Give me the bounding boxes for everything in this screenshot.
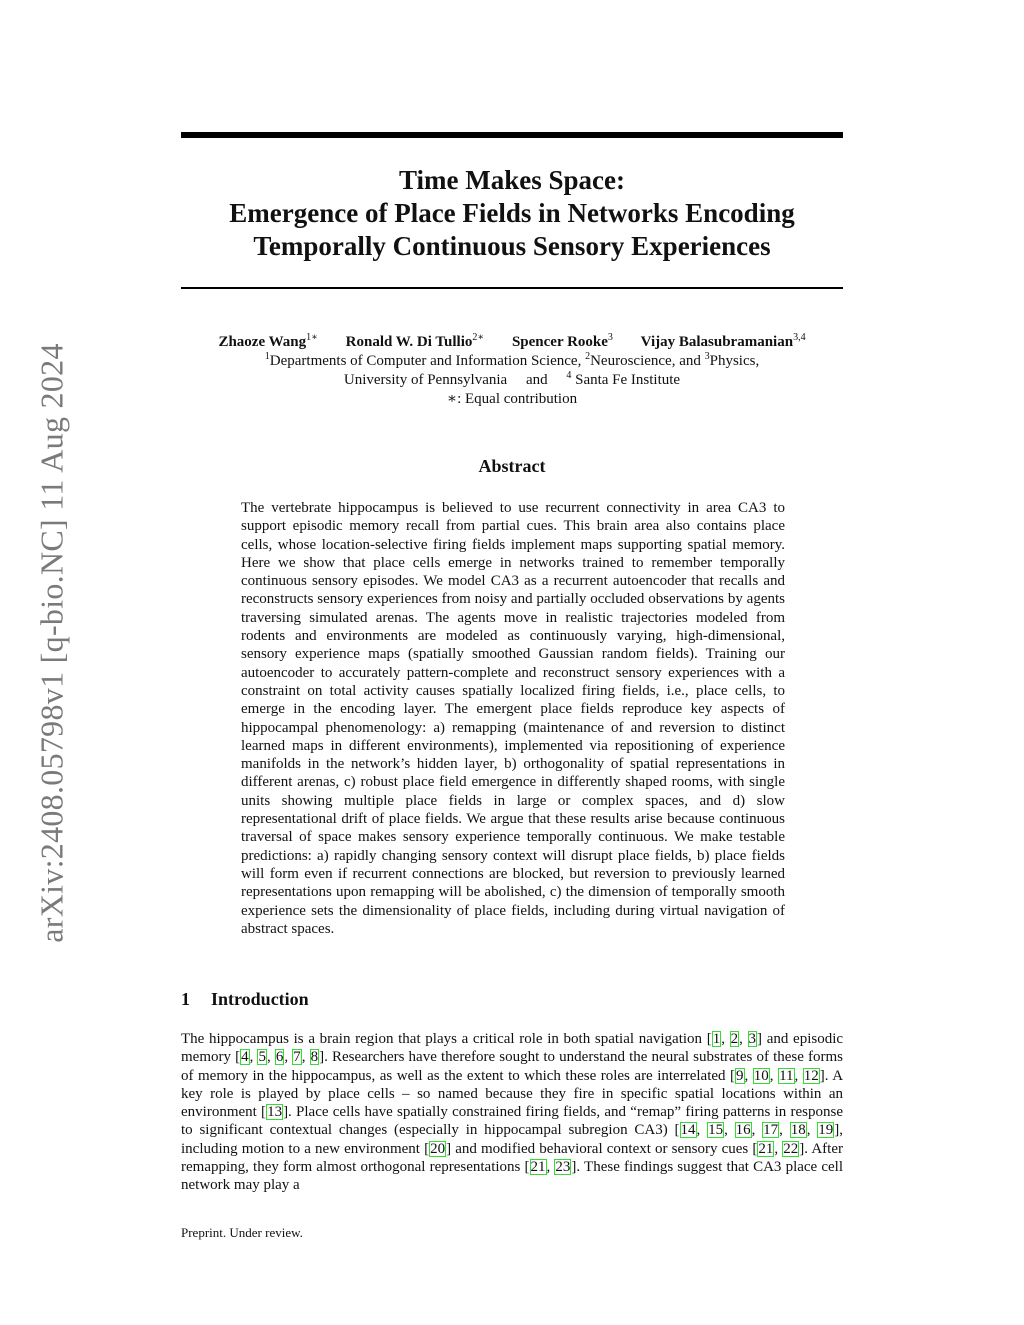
citation-link[interactable]: 16 — [735, 1122, 751, 1139]
citation-link[interactable]: 18 — [790, 1122, 806, 1139]
title-line-3: Temporally Continuous Sensory Experiences — [253, 231, 771, 261]
citation-link[interactable]: 13 — [267, 1104, 283, 1121]
citation-link[interactable]: 2 — [730, 1031, 739, 1047]
title-bottom-rule — [181, 287, 843, 289]
citation-link[interactable]: 21 — [530, 1159, 546, 1176]
citation-link[interactable]: 17 — [763, 1122, 779, 1139]
citation-link[interactable]: 7 — [293, 1049, 301, 1066]
citation-link[interactable]: 9 — [736, 1067, 744, 1084]
title-line-2: Emergence of Place Fields in Networks Encoding — [229, 198, 795, 228]
author: Zhaoze Wang$^{1∗}$ — [218, 332, 318, 350]
intro-paragraph: The hippocampus is a brain region that plays a critical role in both spatial navigation [1, 2, 3] and episodic memory [4, 5, 6, 7, 8]. Researchers have therefore sought to understand the neural substrates of these forms of memory in the hippocampus, as well as the extent to which these roles are interrelated [9, 10, 11, 12]. A key role is played by place cells – so named because they fire in specific spatial locations within an environment [13]. Place cells have spatially constrained firing fields, and “remap” firing patterns in response to significant contextual changes (especially in hippocampal subregion CA3) [14, 15, 16, 17, 18, 19], including motion to a new environment [20] and modified behavioral context or sensory cues [21, 22]. After remapping, they form almost orthogonal representations [21, 23]. These findings suggest that CA3 place cell network may play a — [181, 1031, 844, 1194]
citation-link[interactable]: 19 — [818, 1122, 834, 1139]
title-top-rule — [181, 132, 843, 138]
citation-link[interactable]: 21 — [758, 1140, 774, 1157]
citation-link[interactable]: 5 — [258, 1049, 266, 1066]
section-title: Introduction — [211, 989, 309, 1009]
citation-link[interactable]: 22 — [783, 1140, 799, 1157]
citation-link[interactable]: 20 — [430, 1140, 446, 1157]
author: Vijay Balasubramanian$^{3,4}$ — [640, 332, 806, 350]
paper-title — [181, 164, 843, 263]
citation-link[interactable]: 15 — [708, 1122, 724, 1139]
citation-link[interactable]: 23 — [555, 1159, 571, 1176]
section-number: 1 — [181, 989, 190, 1009]
abstract-text: The vertebrate hippocampus is believed to use recurrent connectivity in area CA3 to support episodic memory recall from partial cues. This brain area also contains place cells, whose location-selective firing fields implement maps supporting spatial memory. Here we show that place cells emerge in networks trained to remember temporally continuous sensory episodes. We model CA3 as a recurrent autoencoder that recalls and reconstructs sensory experiences from noisy and partially occluded observations by agents traversing simulated arenas. The agents move in realistic trajectories modeled from rodents and environments are modeled as continuously varying, high-dimensional, sensory experience maps (spatially smoothed Gaussian random fields). Training our autoencoder to accurately pattern-complete and reconstruct sensory experiences with a constraint on total activity causes spatially localized firing fields, i.e., place cells, to emerge in the encoding layer. The emergent place fields reproduce key aspects of hippocampal phenomenology: a) remapping (maintenance of and reversion to distinct learned maps in different environments), implemented via repositioning of experience manifolds in the network’s hidden layer, b) orthogonality of spatial representations in different arenas, c) robust place field emergence in differently shaped rooms, with single units showing multiple place fields in large or complex spaces, and d) slow representational drift of place fields. We argue that these results arise because continuous traversal of space makes sensory experience temporally continuous. We make testable predictions: a) rapidly changing sensory context will disrupt place fields, b) place fields will form even if recurrent connections are blocked, but reversion to previously learned representations upon remapping will be abolished, c) the dimension of temporally smooth experience sets the dimensionality of place fields, including during virtual navigation of abstract spaces. — [241, 500, 785, 937]
affiliation-line-2: University of Pennsylvania and $^4$ Santa Fe Institute — [343, 370, 681, 388]
arxiv-identifier: arXiv:2408.05798v1 [q-bio.NC] 11 Aug 2024 — [33, 343, 70, 943]
section-heading — [181, 989, 309, 1010]
author-block — [181, 333, 843, 409]
citation-link[interactable]: 6 — [275, 1049, 284, 1066]
author: Spencer Rooke$^3$ — [511, 332, 613, 350]
citation-link[interactable]: 4 — [241, 1049, 249, 1066]
citation-link[interactable]: 14 — [680, 1122, 696, 1139]
citation-link[interactable]: 11 — [779, 1067, 794, 1084]
citation-link[interactable]: 10 — [753, 1067, 769, 1084]
citation-link[interactable]: 12 — [803, 1067, 819, 1084]
citation-link[interactable]: 8 — [310, 1049, 319, 1066]
author: Ronald W. Di Tullio$^{2∗}$ — [345, 332, 485, 350]
abstract-heading: Abstract — [478, 456, 546, 476]
equal-contribution-note: ∗: Equal contribution — [446, 391, 578, 407]
citation-link[interactable]: 1 — [712, 1031, 721, 1047]
affiliation-line-1: $^1$Departments of Computer and Information Science, $^2$Neuroscience, and $^3$Physics, — [264, 351, 760, 369]
author-list — [181, 333, 843, 352]
citation-link[interactable]: 3 — [748, 1031, 757, 1047]
title-line-1: Time Makes Space: — [399, 165, 625, 195]
preprint-footer: Preprint. Under review. — [181, 1225, 303, 1240]
